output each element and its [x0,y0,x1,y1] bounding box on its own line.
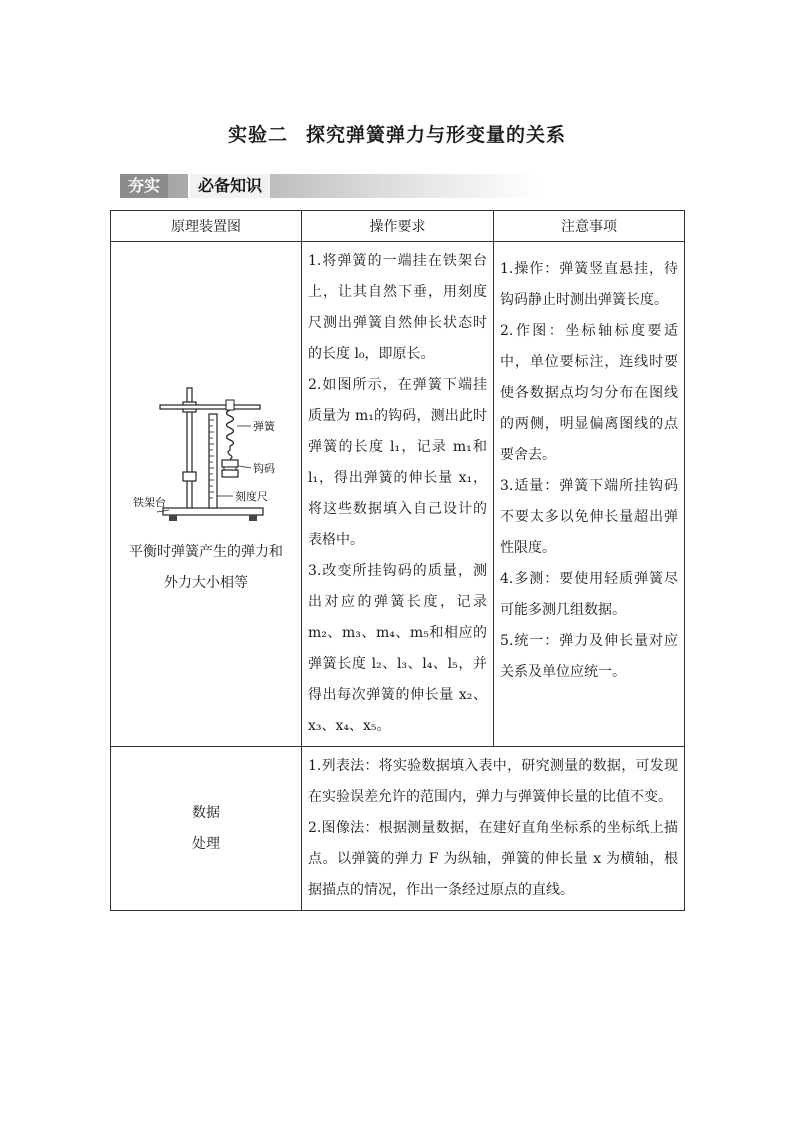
caption-line1: 平衡时弹簧产生的弹力和 [129,544,283,560]
data-label-line1: 数据 [192,804,220,821]
note-item: 3.适量：弹簧下端所挂钩码不要太多以免伸长量超出弹性限度。 [500,478,678,556]
data-label-line2: 处理 [192,835,220,852]
label-hook-weight: 钩码 [253,462,275,475]
table-header-row [111,211,685,242]
table-row [111,242,685,747]
header-notes: 注意事项 [494,211,685,242]
page-title [0,120,794,147]
experiment-table [110,210,685,911]
figure-cell [111,242,302,747]
section-banner [120,174,540,198]
figure-caption [111,537,301,599]
data-processing-label [111,747,302,911]
title-part1: 实验二 [227,124,288,146]
operation-step: 3.改变所挂钩码的质量，测出对应的弹簧长度，记录 m₂、m₃、m₄、m₅和相应的弹簧长度 l₂、l₃、l₄、l₅，并得出每次弹簧的伸长量 x₂、x₃、x₄、x₅。 [308,563,487,734]
banner-left: 夯实 [120,174,168,198]
caption-line2: 外力大小相等 [164,575,248,591]
label-stand: 铁架台 [133,496,166,509]
operation-step: 1.将弹簧的一端挂在铁架台上，让其自然下垂，用刻度尺测出弹簧自然伸长状态时的长度 l₀，即原长。 [308,253,487,362]
table-row [111,747,685,911]
header-operations: 操作要求 [302,211,494,242]
apparatus-diagram [111,242,301,542]
note-item: 2.作图：坐标轴标度要适中，单位要标注，连线时要使各数据点均匀分布在图线的两侧，明显偏离图线的点要舍去。 [500,323,678,463]
data-processing-cell [302,747,685,911]
operation-step: 2.如图所示，在弹簧下端挂质量为 m₁的钩码，测出此时弹簧的长度 l₁，记录 m₁和 l₁，得出弹簧的伸长量 x₁，将这些数据填入自己设计的表格中。 [308,377,487,548]
banner-right: 必备知识 [188,174,270,198]
notes-cell [494,242,685,747]
header-principle: 原理装置图 [111,211,302,242]
operations-cell [302,242,494,747]
title-part2: 探究弹簧弹力与形变量的关系 [306,124,567,146]
label-ruler: 刻度尺 [235,490,268,503]
note-item: 1.操作：弹簧竖直悬挂，待钩码静止时测出弹簧长度。 [500,261,678,308]
note-item: 4.多测：要使用轻质弹簧尽可能多测几组数据。 [500,571,678,618]
label-spring: 弹簧 [253,420,275,433]
note-item: 5.统一：弹力及伸长量对应关系及单位应统一。 [500,633,678,680]
processing-method: 1.列表法：将实验数据填入表中，研究测量的数据，可发现在实验误差允许的范围内，弹力与弹簧伸长量的比值不变。 [308,758,678,805]
processing-method: 2.图像法：根据测量数据，在建好直角坐标系的坐标纸上描点。以弹簧的弹力 F 为纵轴，弹簧的伸长量 x 为横轴，根据描点的情况，作出一条经过原点的直线。 [308,820,678,898]
